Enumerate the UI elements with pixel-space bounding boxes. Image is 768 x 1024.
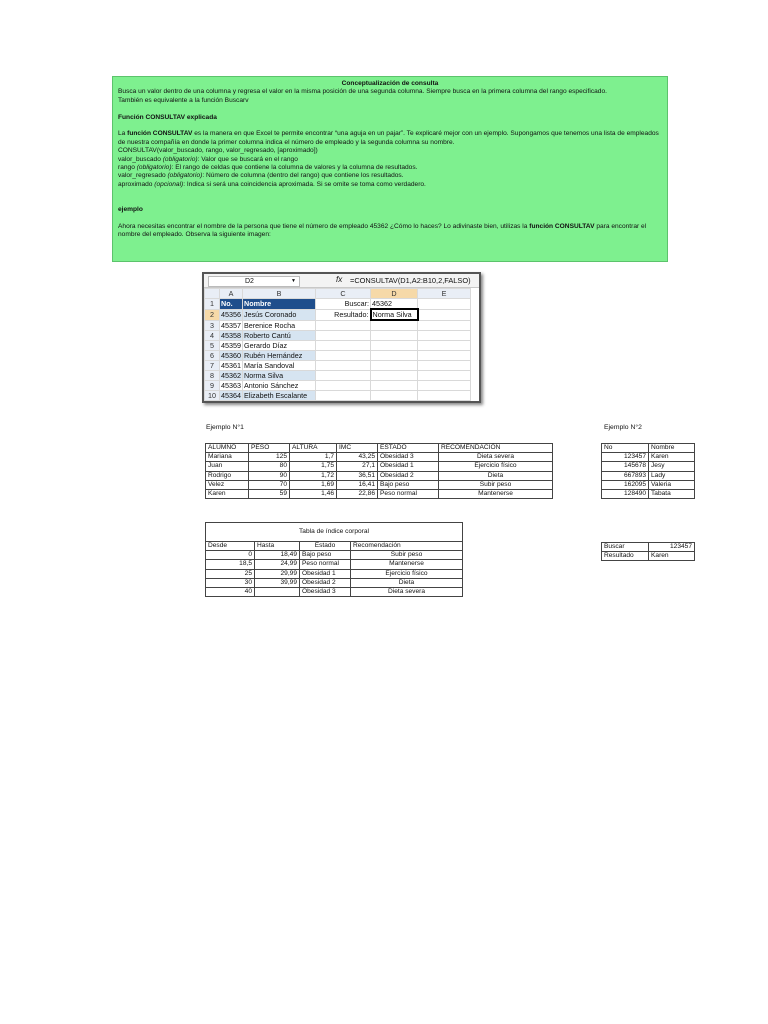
column-header: RECOMENDACIÓN [439, 444, 553, 453]
table-cell: Obesidad 2 [300, 578, 351, 587]
table-cell: Dieta severa [439, 453, 553, 462]
col-header-d: D [371, 289, 418, 299]
formula-bar [204, 274, 479, 288]
table-cell [255, 587, 300, 596]
arg2-name: rango [118, 164, 137, 172]
table-cell: 39,99 [255, 578, 300, 587]
table-row [602, 471, 695, 480]
table-cell: 0 [206, 551, 255, 560]
table-cell: 1,7 [290, 453, 337, 462]
table-cell: Peso normal [300, 560, 351, 569]
cell: 45358 [221, 331, 241, 340]
corner-cell [205, 289, 220, 299]
table-row [206, 560, 463, 569]
table-cell: 30 [206, 578, 255, 587]
cell: Nombre [243, 299, 316, 310]
intro-arg2 [118, 164, 662, 172]
col-header-c: C [316, 289, 371, 299]
arg4-name: aproximado [118, 180, 155, 188]
excel-grid [204, 288, 471, 401]
intro-p3-text: La [118, 130, 128, 138]
cell: Rubén Hernández [243, 351, 316, 361]
cell [418, 361, 471, 371]
table-cell: 70 [249, 480, 290, 489]
intro-title: Conceptualización de consulta [341, 80, 439, 87]
table-cell: 43,25 [337, 453, 378, 462]
table-cell: 1,72 [290, 471, 337, 480]
ejemplo1-table [205, 443, 553, 499]
col-header-e: E [418, 289, 471, 299]
cell [418, 391, 471, 401]
buscar-label: Buscar [602, 543, 649, 552]
cell [371, 331, 418, 341]
cell [316, 361, 371, 371]
fx-icon: fx [336, 275, 343, 284]
table-cell: Karen [206, 489, 249, 498]
table-cell: 667893 [602, 471, 649, 480]
table-cell: Mantenerse [439, 489, 553, 498]
row-number: 5 [205, 341, 220, 351]
cell [418, 381, 471, 391]
cell: Roberto Cantú [243, 331, 316, 341]
arg1-req: (obligatorio) [162, 155, 198, 163]
cell [418, 309, 471, 320]
intro-box [112, 76, 668, 262]
table-cell: 123457 [602, 453, 649, 462]
name-box [208, 276, 300, 287]
cell: Berenice Rocha [243, 320, 316, 331]
table-cell: Obesidad 2 [378, 471, 439, 480]
table-cell: Subir peso [439, 480, 553, 489]
column-header: Nombre [649, 444, 695, 453]
imc-table [205, 522, 463, 597]
table-cell: 18,5 [206, 560, 255, 569]
cell: Jesús Coronado [243, 309, 316, 320]
intro-arg4 [118, 181, 662, 189]
table-cell: Peso normal [378, 489, 439, 498]
table-cell: 18,49 [255, 551, 300, 560]
table-cell: 145678 [602, 462, 649, 471]
table-cell: 128490 [602, 489, 649, 498]
intro-arg3 [118, 172, 662, 180]
arg4-opt: (opcional) [154, 180, 184, 188]
row-number: 6 [205, 351, 220, 361]
table-row [206, 462, 553, 471]
intro-p3-bold: función CONSULTAV [127, 130, 193, 138]
cell: 45362 [221, 371, 241, 380]
table-cell: 27,1 [337, 462, 378, 471]
intro-p4 [118, 223, 662, 240]
table-cell: 24,99 [255, 560, 300, 569]
intro-arg1 [118, 156, 662, 164]
row-number: 7 [205, 361, 220, 371]
intro-heading-consultav: Función CONSULTAV explicada [118, 113, 217, 121]
intro-heading-ejemplo: ejemplo [118, 206, 143, 214]
imc-table-title: Tabla de índice corporal [206, 523, 463, 542]
arg3-name: valor_regresado [118, 172, 168, 180]
column-header: No [602, 444, 649, 453]
column-header: Desde [206, 542, 255, 551]
cell [316, 351, 371, 361]
cell [418, 320, 471, 331]
cell [371, 381, 418, 391]
cell: Norma Silva [243, 371, 316, 381]
intro-p3 [118, 130, 662, 147]
intro-p2: También es equivalente a la función Buscarv [118, 96, 249, 104]
table-row [206, 587, 463, 596]
cell: 45364 [221, 391, 241, 400]
column-header: ALTURA [290, 444, 337, 453]
table-cell: Karen [649, 453, 695, 462]
cell: Gerardo Díaz [243, 341, 316, 351]
column-header: ESTADO [378, 444, 439, 453]
table-cell: 162095 [602, 480, 649, 489]
cell [418, 351, 471, 361]
cell [418, 341, 471, 351]
column-header: Recomendación [351, 542, 463, 551]
table-cell: Obesidad 1 [378, 462, 439, 471]
table-cell: Velez [206, 480, 249, 489]
table-cell: 1,75 [290, 462, 337, 471]
table-row [206, 569, 463, 578]
excel-screenshot [202, 272, 481, 403]
ejemplo2-table [601, 443, 695, 499]
cell [316, 320, 371, 331]
arg1-name: valor_buscado [118, 155, 163, 163]
selected-cell: Norma Silva [371, 309, 418, 320]
table-row [206, 578, 463, 587]
table-row [602, 489, 695, 498]
cell [371, 371, 418, 381]
intro-p4-text: Ahora necesitas encontrar el nombre de la persona que tiene el número de empleado 45362 ¿Cómo lo haces? Lo adivinaste bien, utilizas la [118, 222, 530, 230]
cell: 45359 [221, 341, 241, 350]
row-number: 3 [205, 320, 220, 331]
cell [371, 361, 418, 371]
table-row [206, 471, 553, 480]
formula-text: =CONSULTAV(D1,A2:B10,2,FALSO) [350, 276, 471, 285]
cell: María Sandoval [243, 361, 316, 371]
cell [316, 371, 371, 381]
row-number: 9 [205, 381, 220, 391]
cell [418, 331, 471, 341]
column-header: Estado [300, 542, 351, 551]
cell [316, 331, 371, 341]
cell: Resultado: [316, 309, 371, 320]
table-cell: 80 [249, 462, 290, 471]
cell: No. [220, 299, 243, 310]
row-number: 4 [205, 331, 220, 341]
arg3-req: (obligatorio) [167, 172, 203, 180]
table-cell: Mariana [206, 453, 249, 462]
cell [371, 391, 418, 401]
ejemplo2-label: Ejemplo N°2 [604, 424, 642, 431]
ejemplo1-label: Ejemplo N°1 [206, 424, 244, 431]
intro-p3-rest: es la manera en que Excel te permite encontrar “una aguja en un pajar”. Te explicaré mejor con un ejemplo. Supongamos que tenemos una lista de empleados de nuestra compañía en donde la primer columna indica el número de empleado y la segunda columna su nombre. [118, 130, 659, 146]
table-cell: 22,86 [337, 489, 378, 498]
cell [371, 351, 418, 361]
table-cell: Rodrigo [206, 471, 249, 480]
table-cell: Bajo peso [378, 480, 439, 489]
cell [316, 381, 371, 391]
arg3-desc: : Número de columna (dentro del rango) que contiene los resultados. [202, 172, 404, 180]
cell: 45361 [221, 361, 241, 370]
ejemplo2-lookup-table [601, 542, 695, 561]
table-row [206, 489, 553, 498]
table-row [602, 543, 695, 552]
table-row [602, 453, 695, 462]
cell: 45362 [371, 299, 418, 310]
table-row [206, 480, 553, 489]
table-cell: Jesy [649, 462, 695, 471]
buscar-value: 123457 [649, 543, 695, 552]
table-cell: Bajo peso [300, 551, 351, 560]
cell: Antonio Sánchez [243, 381, 316, 391]
row-number: 2 [205, 309, 220, 320]
intro-p1: Busca un valor dentro de una columna y regresa el valor en la misma posición de una segunda columna. Siempre busca en la primera columna del rango especificado. [118, 88, 607, 96]
cell [316, 341, 371, 351]
table-cell: 1,46 [290, 489, 337, 498]
table-cell: Valeria [649, 480, 695, 489]
table-cell: Obesidad 1 [300, 569, 351, 578]
row-number: 10 [205, 391, 220, 401]
intro-p4-rest: para encontrar el nombre del empleado. Observa la siguiente imagen: [118, 222, 647, 239]
table-row [602, 552, 695, 561]
table-row [206, 551, 463, 560]
resultado-value: Karen [649, 552, 695, 561]
cell: 45357 [221, 320, 241, 330]
table-cell: 1,69 [290, 480, 337, 489]
cell: 45363 [221, 381, 241, 390]
table-cell: Obesidad 3 [300, 587, 351, 596]
table-cell: Subir peso [351, 551, 463, 560]
table-cell: 40 [206, 587, 255, 596]
resultado-label: Resultado [602, 552, 649, 561]
table-cell: Juan [206, 462, 249, 471]
cell: 45360 [221, 351, 241, 360]
arg2-req: (obligatorio) [136, 164, 172, 172]
cell [316, 391, 371, 401]
cell [418, 299, 471, 310]
table-cell: Dieta [439, 471, 553, 480]
table-row [602, 480, 695, 489]
table-cell: Ejercicio físico [351, 569, 463, 578]
table-row [602, 462, 695, 471]
cell [371, 320, 418, 331]
table-cell: Dieta [351, 578, 463, 587]
table-cell: 59 [249, 489, 290, 498]
arg1-desc: : Valor que se buscará en el rango [197, 155, 298, 163]
table-cell: 25 [206, 569, 255, 578]
column-header: IMC [337, 444, 378, 453]
column-header: ALUMNO [206, 444, 249, 453]
col-header-b: B [243, 289, 316, 299]
arg4-desc: : Indica si será una coincidencia aproximada. Si se omite se toma como verdadero. [183, 180, 426, 188]
dropdown-arrow-icon: ▼ [291, 278, 296, 284]
name-box-value: D2 [245, 278, 254, 285]
table-cell: Dieta severa [351, 587, 463, 596]
arg2-desc: : El rango de celdas que contiene la columna de valores y la columna de resultados. [171, 164, 418, 172]
cell: 45356 [221, 310, 241, 319]
table-cell: Obesidad 3 [378, 453, 439, 462]
table-cell: 125 [249, 453, 290, 462]
table-row [206, 453, 553, 462]
table-cell: Ejercicio físico [439, 462, 553, 471]
column-header: PESO [249, 444, 290, 453]
intro-p4-bold: función CONSULTAV [529, 222, 595, 230]
col-header-a: A [220, 289, 243, 299]
cell [418, 371, 471, 381]
intro-syntax: CONSULTAV(valor_buscado, rango, valor_regresado, [aproximado]) [118, 147, 318, 155]
column-header: Hasta [255, 542, 300, 551]
table-cell: 36,51 [337, 471, 378, 480]
cell [371, 341, 418, 351]
table-cell: 29,99 [255, 569, 300, 578]
row-number: 1 [205, 299, 220, 310]
cell: Elizabeth Escalante [243, 391, 316, 401]
table-cell: Lady [649, 471, 695, 480]
table-cell: 16,41 [337, 480, 378, 489]
table-cell: Tabata [649, 489, 695, 498]
row-number: 8 [205, 371, 220, 381]
table-cell: 90 [249, 471, 290, 480]
cell: Buscar: [316, 299, 371, 310]
table-cell: Mantenerse [351, 560, 463, 569]
